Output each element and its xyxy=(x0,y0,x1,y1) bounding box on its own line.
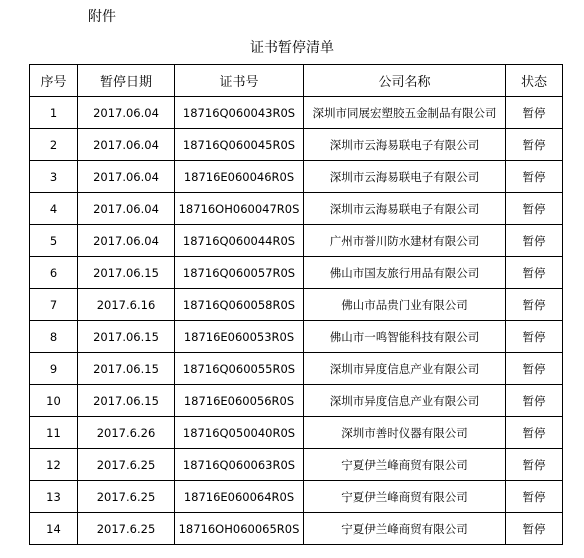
cell-status: 暂停 xyxy=(506,481,563,513)
cell-date: 2017.06.15 xyxy=(78,385,175,417)
table-row xyxy=(30,513,563,545)
cell-company-name: 深圳市云海易联电子有限公司 xyxy=(304,161,506,193)
cell-cert-number: 18716Q060055R0S xyxy=(175,353,304,385)
cell-company-name: 宁夏伊兰峰商贸有限公司 xyxy=(304,513,506,545)
cell-company-name: 深圳市善时仪器有限公司 xyxy=(304,417,506,449)
cell-date: 2017.06.04 xyxy=(78,225,175,257)
cell-company-name: 广州市誉川防水建材有限公司 xyxy=(304,225,506,257)
cell-cert-number: 18716E060053R0S xyxy=(175,321,304,353)
cell-company-name: 佛山市品贵门业有限公司 xyxy=(304,289,506,321)
column-header-cert: 证书号 xyxy=(175,65,304,97)
cell-company-name: 宁夏伊兰峰商贸有限公司 xyxy=(304,481,506,513)
column-header-date: 暂停日期 xyxy=(78,65,175,97)
cell-no: 13 xyxy=(30,481,78,513)
column-header-company: 公司名称 xyxy=(304,65,506,97)
column-header-no: 序号 xyxy=(30,65,78,97)
cell-status: 暂停 xyxy=(506,353,563,385)
cell-no: 9 xyxy=(30,353,78,385)
cell-company-name: 佛山市一鸣智能科技有限公司 xyxy=(304,321,506,353)
cell-date: 2017.06.04 xyxy=(78,161,175,193)
cell-date: 2017.06.15 xyxy=(78,257,175,289)
cell-cert-number: 18716E060046R0S xyxy=(175,161,304,193)
cell-date: 2017.6.25 xyxy=(78,481,175,513)
table-row xyxy=(30,289,563,321)
cell-cert-number: 18716Q050040R0S xyxy=(175,417,304,449)
table-row xyxy=(30,385,563,417)
cell-cert-number: 18716E060064R0S xyxy=(175,481,304,513)
table-row xyxy=(30,257,563,289)
cell-cert-number: 18716Q060058R0S xyxy=(175,289,304,321)
table-row xyxy=(30,449,563,481)
cell-company-name: 深圳市同展宏塑胶五金制品有限公司 xyxy=(304,97,506,129)
cell-date: 2017.6.25 xyxy=(78,513,175,545)
cell-status: 暂停 xyxy=(506,97,563,129)
cell-no: 8 xyxy=(30,321,78,353)
cell-date: 2017.06.04 xyxy=(78,129,175,161)
table-row xyxy=(30,417,563,449)
cell-date: 2017.06.04 xyxy=(78,193,175,225)
cell-status: 暂停 xyxy=(506,289,563,321)
cell-no: 11 xyxy=(30,417,78,449)
cell-status: 暂停 xyxy=(506,321,563,353)
table-header-row xyxy=(30,65,563,97)
table-row xyxy=(30,225,563,257)
table-row xyxy=(30,161,563,193)
cell-cert-number: 18716Q060063R0S xyxy=(175,449,304,481)
cell-date: 2017.6.26 xyxy=(78,417,175,449)
cell-no: 5 xyxy=(30,225,78,257)
cell-no: 10 xyxy=(30,385,78,417)
column-header-status: 状态 xyxy=(506,65,563,97)
cell-date: 2017.06.04 xyxy=(78,97,175,129)
cell-status: 暂停 xyxy=(506,257,563,289)
table-row xyxy=(30,353,563,385)
cell-no: 14 xyxy=(30,513,78,545)
cell-status: 暂停 xyxy=(506,417,563,449)
cell-date: 2017.6.25 xyxy=(78,449,175,481)
cell-status: 暂停 xyxy=(506,161,563,193)
table-row xyxy=(30,193,563,225)
cell-company-name: 宁夏伊兰峰商贸有限公司 xyxy=(304,449,506,481)
cell-status: 暂停 xyxy=(506,225,563,257)
cell-status: 暂停 xyxy=(506,513,563,545)
table-row xyxy=(30,129,563,161)
cell-company-name: 深圳市异度信息产业有限公司 xyxy=(304,385,506,417)
cell-company-name: 深圳市异度信息产业有限公司 xyxy=(304,353,506,385)
cell-cert-number: 18716Q060057R0S xyxy=(175,257,304,289)
cell-cert-number: 18716Q060045R0S xyxy=(175,129,304,161)
cell-company-name: 深圳市云海易联电子有限公司 xyxy=(304,193,506,225)
cell-date: 2017.6.16 xyxy=(78,289,175,321)
cell-cert-number: 18716Q060044R0S xyxy=(175,225,304,257)
cell-no: 7 xyxy=(30,289,78,321)
cell-cert-number: 18716E060056R0S xyxy=(175,385,304,417)
cell-no: 6 xyxy=(30,257,78,289)
table-body xyxy=(30,97,563,545)
cell-no: 1 xyxy=(30,97,78,129)
cell-no: 2 xyxy=(30,129,78,161)
certificate-suspension-table xyxy=(29,64,563,545)
table-row xyxy=(30,321,563,353)
cell-status: 暂停 xyxy=(506,449,563,481)
attachment-label: 附件 xyxy=(88,9,116,25)
cell-no: 3 xyxy=(30,161,78,193)
cell-company-name: 佛山市国友旅行用品有限公司 xyxy=(304,257,506,289)
cell-status: 暂停 xyxy=(506,129,563,161)
cell-status: 暂停 xyxy=(506,385,563,417)
cell-company-name: 深圳市云海易联电子有限公司 xyxy=(304,129,506,161)
cell-cert-number: 18716OH060047R0S xyxy=(175,193,304,225)
document-title: 证书暂停清单 xyxy=(250,40,334,56)
cell-status: 暂停 xyxy=(506,193,563,225)
cell-date: 2017.06.15 xyxy=(78,321,175,353)
table-row xyxy=(30,481,563,513)
cell-cert-number: 18716OH060065R0S xyxy=(175,513,304,545)
table-row xyxy=(30,97,563,129)
cell-no: 12 xyxy=(30,449,78,481)
cell-date: 2017.06.15 xyxy=(78,353,175,385)
cell-cert-number: 18716Q060043R0S xyxy=(175,97,304,129)
cell-no: 4 xyxy=(30,193,78,225)
